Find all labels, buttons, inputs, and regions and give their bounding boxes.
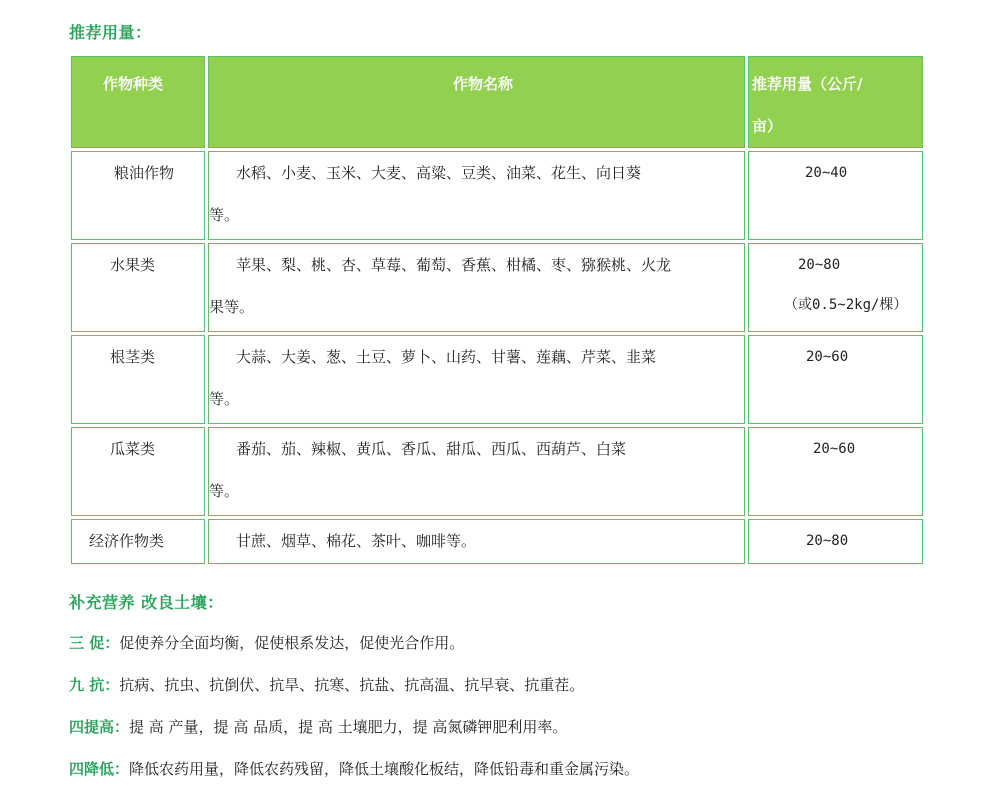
dosage-value: 20~40 <box>748 151 923 240</box>
crop-category: 经济作物类 <box>71 519 205 564</box>
benefit-text: 抗病、抗虫、抗倒伏、抗旱、抗寒、抗盐、抗高温、抗早衰、抗重茬。 <box>119 676 585 694</box>
header-dosage-line1: 推荐用量（公斤/ <box>752 75 863 93</box>
dosage-table <box>68 53 926 567</box>
benefit-label: 三 促： <box>69 634 120 652</box>
benefit-text: 提 高 产量，提 高 品质，提 高 土壤肥力，提 高氮磷钾肥利用率。 <box>129 718 568 736</box>
dosage-value: 20~60 <box>748 427 923 516</box>
table-row <box>71 335 923 424</box>
benefit-label: 九 抗： <box>69 676 120 694</box>
dosage-value: 20~80 <box>748 519 923 564</box>
header-dosage <box>748 56 923 148</box>
crop-category: 粮油作物 <box>71 151 205 240</box>
crop-names: 番茄、茄、辣椒、黄瓜、香瓜、甜瓜、西瓜、西葫芦、白菜 等。 <box>208 427 745 516</box>
crop-names: 大蒜、大姜、葱、土豆、萝卜、山药、甘薯、莲藕、芹菜、韭菜 等。 <box>208 335 745 424</box>
dosage-heading: 推荐用量： <box>69 23 152 42</box>
crop-names: 甘蔗、烟草、棉花、茶叶、咖啡等。 <box>208 519 745 564</box>
dosage-value: 20~60 <box>748 335 923 424</box>
dosage-note: （或0.5~2kg/棵） <box>784 297 908 313</box>
crop-category: 瓜菜类 <box>71 427 205 516</box>
table-row <box>71 427 923 516</box>
table-row <box>71 519 923 564</box>
crop-category: 水果类 <box>71 243 205 332</box>
benefit-line <box>69 716 567 737</box>
benefit-text: 降低农药用量，降低农药残留，降低土壤酸化板结，降低铅毒和重金属污染。 <box>129 760 640 778</box>
crop-category: 根茎类 <box>71 335 205 424</box>
benefit-label: 四提高： <box>69 718 130 736</box>
table-header-row <box>71 56 923 148</box>
benefit-line <box>69 758 639 779</box>
benefits-heading: 补充营养 改良土壤： <box>69 593 224 612</box>
crop-names: 水稻、小麦、玉米、大麦、高粱、豆类、油菜、花生、向日葵 等。 <box>208 151 745 240</box>
benefit-text: 促使养分全面均衡，促使根系发达，促使光合作用。 <box>119 634 465 652</box>
benefit-label: 四降低： <box>69 760 130 778</box>
benefit-line <box>69 674 584 695</box>
header-crop-names: 作物名称 <box>208 56 745 148</box>
table-row <box>71 243 923 332</box>
crop-names: 苹果、梨、桃、杏、草莓、葡萄、香蕉、柑橘、枣、猕猴桃、火龙 果等。 <box>208 243 745 332</box>
dosage-value: 20~80 （或0.5~2kg/棵） <box>748 243 923 332</box>
table-row <box>71 151 923 240</box>
header-crop-type: 作物种类 <box>71 56 205 148</box>
header-dosage-line2: 亩） <box>752 117 783 135</box>
benefit-line <box>69 632 464 653</box>
